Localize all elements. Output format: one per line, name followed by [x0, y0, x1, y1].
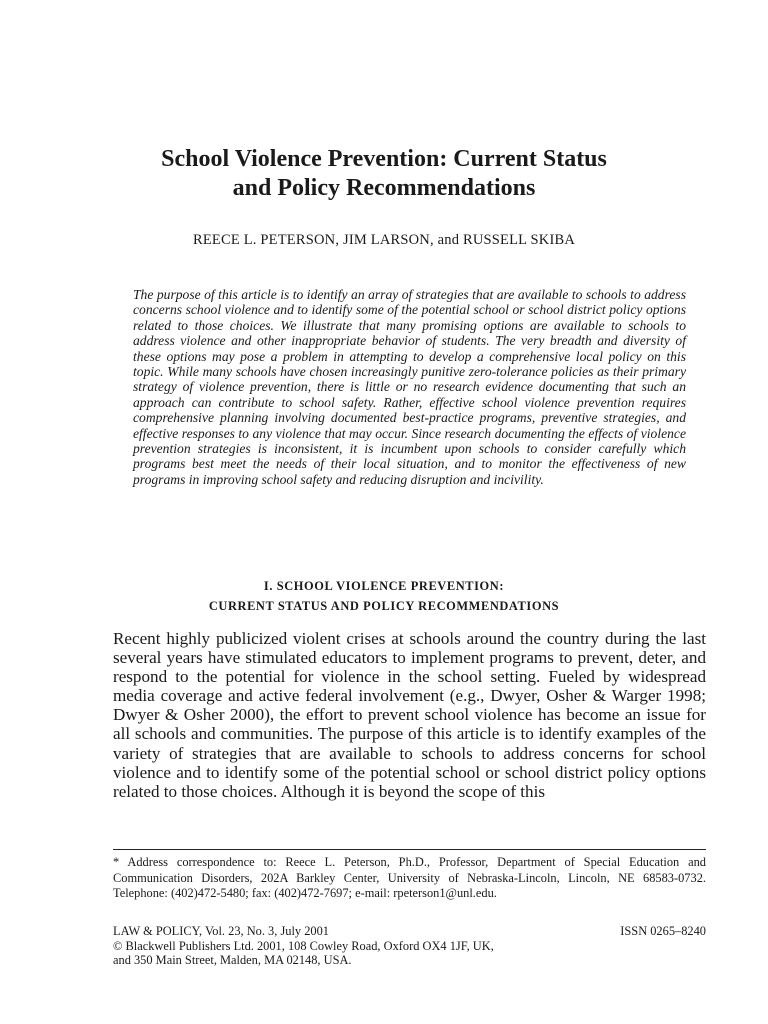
body-paragraph: Recent highly publicized violent crises at schools around the country during the last several years have stimulated educators to implement programs to prevent, deter, and respond to the potential for violence in the school setting. Fueled by widespread media coverage and active federal involvement (e.g., Dwyer, Osher & Warger 1998; Dwyer & Osher 2000), the effort to prevent school violence has become an issue for all schools and communities. The purpose of this article is to identify examples of the variety of strategies that are available to schools to address concerns for school violence and to identify some of the potential school or school district policy options related to those choices. Although it is beyond the scope of this — [113, 629, 706, 801]
article-title-line2: and Policy Recommendations — [232, 175, 536, 201]
section-heading-line1: I. SCHOOL VIOLENCE PREVENTION: — [263, 579, 505, 593]
publication-info-row — [113, 924, 706, 939]
section-heading-line2: CURRENT STATUS AND POLICY RECOMMENDATIONS — [208, 599, 560, 613]
publisher-address: and 350 Main Street, Malden, MA 02148, USA. — [113, 953, 352, 967]
section-heading — [100, 576, 668, 616]
footnote-divider — [113, 849, 706, 850]
publication-info — [113, 924, 706, 968]
abstract: The purpose of this article is to identify an array of strategies that are available to schools to address concerns school violence and to identify some of the potential school or school district policy options related to those choices. We illustrate that many promising options are available to schools to address violence and other inappropriate behavior of students. The very breadth and diversity of these options may pose a problem in attempting to develop a comprehensive local policy on this topic. While many schools have chosen increasingly punitive zero-tolerance policies as their primary strategy of violence prevention, there is little or no research evidence documenting that such an approach can contribute to school safety. Rather, effective school violence prevention requires comprehensive planning involving documented best-practice programs, preventive strategies, and effective responses to any violence that may occur. Since research documenting the effects of violence prevention strategies is inconsistent, it is incumbent upon schools to consider carefully which programs best meet the needs of their local situation, and to monitor the effectiveness of new programs in improving school safety and reducing disruption and incivility. — [133, 287, 686, 487]
journal-citation: LAW & POLICY, Vol. 23, No. 3, July 2001 — [113, 924, 329, 938]
author-list: REECE L. PETERSON, JIM LARSON, and RUSSELL SKIBA — [192, 232, 576, 248]
correspondence-footnote: * Address correspondence to: Reece L. Peterson, Ph.D., Professor, Department of Special Education and Communication Disorders, 202A Barkley Center, University of Nebraska-Lincoln, Lincoln, NE 68583-0732. Telephone: (402)472-5480; fax: (402)472-7697; e-mail: rpeterson1@unl.edu. — [113, 855, 706, 900]
article-title — [100, 145, 668, 203]
issn-number: ISSN 0265–8240 — [620, 924, 706, 938]
copyright-notice: © Blackwell Publishers Ltd. 2001, 108 Cowley Road, Oxford OX4 1JF, UK, — [113, 938, 494, 953]
article-title-line1: School Violence Prevention: Current Status — [161, 146, 607, 172]
